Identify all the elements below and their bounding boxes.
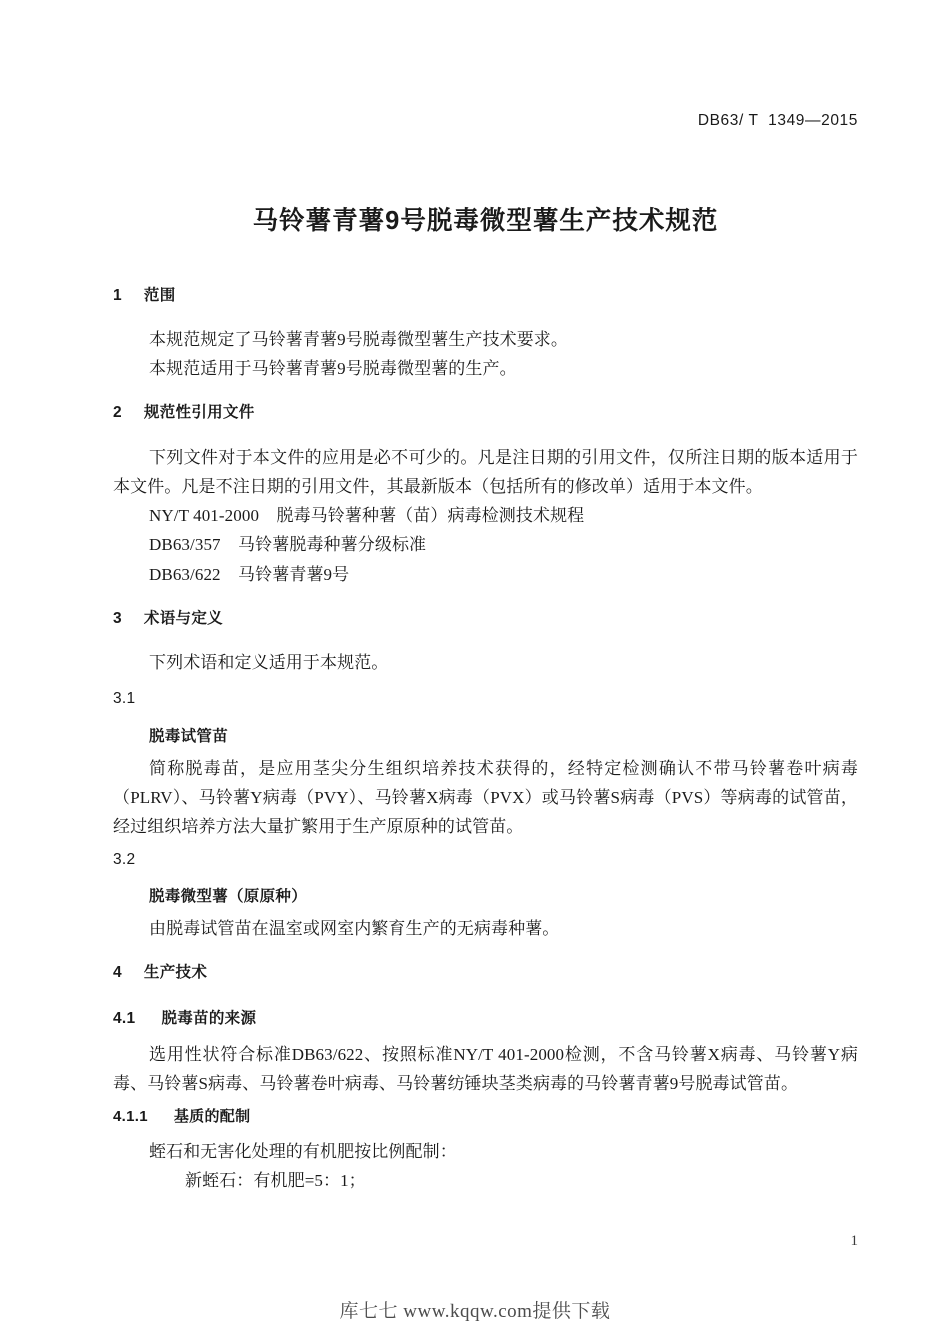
section-2-paragraph-1: 下列文件对于本文件的应用是必不可少的。凡是注日期的引用文件，仅所注日期的版本适用于本文件。凡是不注日期的引用文件，其最新版本（包括所有的修改单）适用于本文件。 xyxy=(113,447,858,496)
section-2-number: 2 xyxy=(113,404,122,422)
clause-3-2-definition: 由脱毒试管苗在温室或网室内繁育生产的无病毒种薯。 xyxy=(149,919,560,939)
section-3-paragraph-1: 下列术语和定义适用于本规范。 xyxy=(149,653,389,673)
section-4-1-title: 脱毒苗的来源 xyxy=(161,1009,257,1027)
section-2-title: 规范性引用文件 xyxy=(143,404,255,422)
normative-reference-item: DB63/357 马铃薯脱毒种薯分级标准 xyxy=(149,535,427,555)
section-1-title: 范围 xyxy=(143,286,176,304)
section-4-1-1-title: 基质的配制 xyxy=(173,1108,251,1126)
document-header-code: DB63/ T 1349—2015 xyxy=(697,112,858,129)
normative-reference-item: NY/T 401-2000 脱毒马铃薯种薯（苗）病毒检测技术规程 xyxy=(149,506,585,526)
section-4-1-1-number: 4.1.1 xyxy=(113,1108,148,1126)
page-title: 马铃薯青薯9号脱毒微型薯生产技术规范 xyxy=(252,207,719,235)
clause-3-2-number: 3.2 xyxy=(113,850,136,868)
section-1-paragraph-2: 本规范适用于马铃薯青薯9号脱毒微型薯的生产。 xyxy=(149,359,517,379)
section-4-title: 生产技术 xyxy=(143,964,208,982)
section-1-number: 1 xyxy=(113,286,122,304)
section-1-heading xyxy=(113,284,858,307)
section-4-1-1-list-item: 新蛭石：有机肥=5：1； xyxy=(185,1170,366,1190)
footer-watermark: 库七七 www.kqqw.com提供下载 xyxy=(339,1301,611,1322)
section-1-paragraph-1: 本规范规定了马铃薯青薯9号脱毒微型薯生产技术要求。 xyxy=(149,329,568,349)
section-3-heading xyxy=(113,607,858,630)
page-number: 1 xyxy=(850,1233,858,1249)
section-4-1-heading xyxy=(113,1007,858,1030)
section-4-1-paragraph-1: 选用性状符合标准DB63/622、按照标准NY/T 401-2000检测，不含马铃薯X病毒、马铃薯Y病毒、马铃薯S病毒、马铃薯卷叶病毒、马铃薯纺锤块茎类病毒的马铃薯青薯9号脱毒试管苗。 xyxy=(113,1044,858,1093)
clause-3-1-definition: 简称脱毒苗，是应用茎尖分生组织培养技术获得的，经特定检测确认不带马铃薯卷叶病毒（PLRV）、马铃薯Y病毒（PVY）、马铃薯X病毒（PVX）或马铃薯S病毒（PVS）等病毒的试管苗，经过组织培养方法大量扩繁用于生产原原种的试管苗。 xyxy=(113,758,858,837)
section-4-1-1-paragraph-1: 蛭石和无害化处理的有机肥按比例配制： xyxy=(149,1141,457,1161)
clause-3-2-term: 脱毒微型薯（原原种） xyxy=(149,887,308,905)
normative-reference-item: DB63/622 马铃薯青薯9号 xyxy=(149,564,350,584)
section-4-number: 4 xyxy=(113,964,122,982)
section-3-number: 3 xyxy=(113,609,122,627)
clause-3-1-number: 3.1 xyxy=(113,690,136,708)
section-4-1-1-heading xyxy=(113,1106,858,1129)
document-body xyxy=(113,190,858,1195)
clause-3-1-term: 脱毒试管苗 xyxy=(149,727,229,745)
section-2-heading xyxy=(113,401,858,424)
section-4-heading xyxy=(113,961,858,984)
section-3-title: 术语与定义 xyxy=(143,609,223,627)
section-4-1-number: 4.1 xyxy=(113,1009,136,1027)
